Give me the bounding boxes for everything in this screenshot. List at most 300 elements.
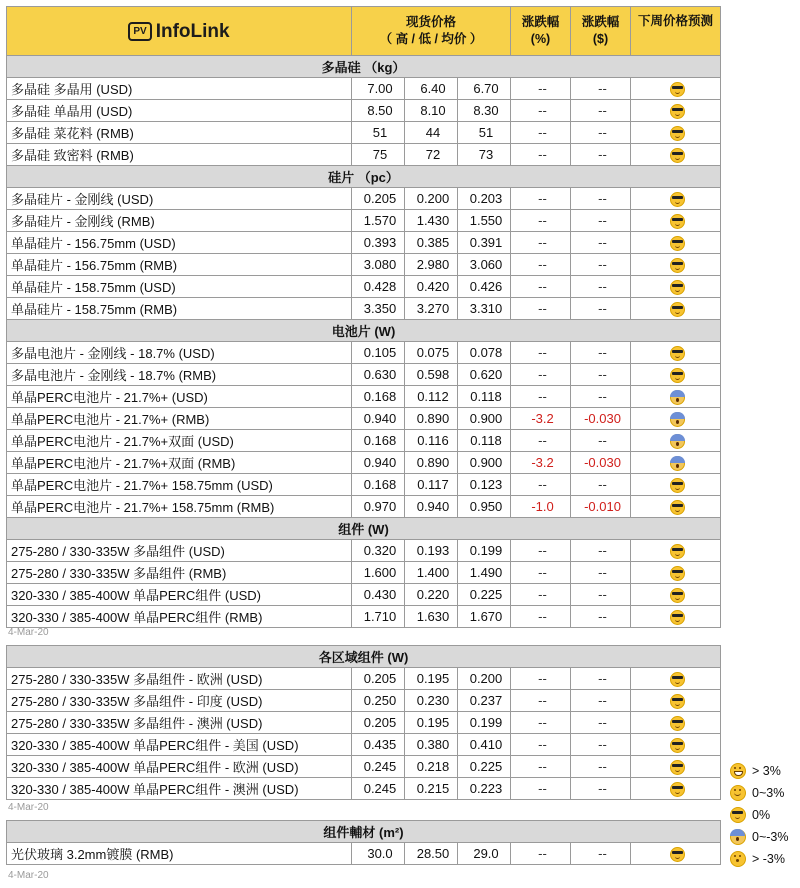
change-pct-header: [511, 7, 571, 56]
change-usd: --: [571, 690, 631, 712]
change-pct: --: [511, 364, 571, 386]
section-header-regional: [7, 646, 721, 668]
price-low: 0.112: [405, 386, 458, 408]
change-pct: -1.0: [511, 496, 571, 518]
forecast-cell: [631, 843, 721, 865]
price-low: 0.890: [405, 408, 458, 430]
wow-face-icon: [730, 851, 746, 867]
price-high: 0.205: [352, 188, 405, 210]
change-pct: --: [511, 276, 571, 298]
table-row: [7, 668, 721, 690]
change-usd: --: [571, 276, 631, 298]
forecast-cell: [631, 386, 721, 408]
forecast-cell: [631, 210, 721, 232]
product-name: 单晶硅片 - 156.75mm (RMB): [7, 254, 352, 276]
price-low: 0.598: [405, 364, 458, 386]
price-low: 0.380: [405, 734, 458, 756]
change-usd: --: [571, 474, 631, 496]
price-high: 0.168: [352, 474, 405, 496]
price-low: 1.630: [405, 606, 458, 628]
change-pct: --: [511, 188, 571, 210]
price-high: 51: [352, 122, 405, 144]
forecast-cell: [631, 496, 721, 518]
price-high: 0.430: [352, 584, 405, 606]
product-name: 多晶电池片 - 金刚线 - 18.7% (USD): [7, 342, 352, 364]
cool-face-icon: [670, 760, 685, 775]
smile-face-icon: [730, 785, 746, 801]
spot-price-header: [352, 7, 511, 56]
forecast-cell: [631, 690, 721, 712]
change-pct: -3.2: [511, 452, 571, 474]
table-row: [7, 232, 721, 254]
price-avg: 0.620: [458, 364, 511, 386]
legend-item: [730, 826, 800, 848]
forecast-cell: [631, 188, 721, 210]
cool-face-icon: [670, 236, 685, 251]
legend-item: [730, 782, 800, 804]
product-name: 多晶硅 菜花料 (RMB): [7, 122, 352, 144]
date-label: 4-Mar-20: [8, 802, 49, 813]
price-high: 0.970: [352, 496, 405, 518]
forecast-cell: [631, 778, 721, 800]
change-pct: --: [511, 430, 571, 452]
change-usd: --: [571, 756, 631, 778]
price-high: 0.393: [352, 232, 405, 254]
cool-face-icon: [670, 126, 685, 141]
product-name: 单晶硅片 - 156.75mm (USD): [7, 232, 352, 254]
cool-face-icon: [670, 302, 685, 317]
table-row: [7, 408, 721, 430]
price-low: 0.195: [405, 712, 458, 734]
forecast-cell: [631, 342, 721, 364]
product-name: 单晶PERC电池片 - 21.7%+ 158.75mm (USD): [7, 474, 352, 496]
forecast-cell: [631, 298, 721, 320]
forecast-cell: [631, 584, 721, 606]
cool-face-icon: [670, 478, 685, 493]
price-high: 0.940: [352, 408, 405, 430]
change-usd: --: [571, 606, 631, 628]
price-avg: 51: [458, 122, 511, 144]
change-usd: --: [571, 584, 631, 606]
change-usd: --: [571, 298, 631, 320]
price-low: 0.075: [405, 342, 458, 364]
price-high: 0.250: [352, 690, 405, 712]
cool-face-icon: [670, 214, 685, 229]
price-high: 75: [352, 144, 405, 166]
change-pct: --: [511, 474, 571, 496]
product-name: 320-330 / 385-400W 单晶PERC组件 - 欧洲 (USD): [7, 756, 352, 778]
forecast-cell: [631, 408, 721, 430]
price-avg: 0.078: [458, 342, 511, 364]
price-low: 2.980: [405, 254, 458, 276]
change-pct-unit: (%): [530, 32, 551, 46]
table-row: [7, 734, 721, 756]
section-header-wafer: [7, 166, 721, 188]
scream-face-icon: [730, 829, 746, 845]
price-low: 44: [405, 122, 458, 144]
section-title: 组件 (W): [7, 518, 721, 540]
cool-face-icon: [730, 807, 746, 823]
legend-item: [730, 760, 800, 782]
price-avg: 0.225: [458, 756, 511, 778]
change-usd: -0.010: [571, 496, 631, 518]
legend-label: 0~3%: [752, 786, 785, 800]
product-name: 275-280 / 330-335W 多晶组件 (RMB): [7, 562, 352, 584]
price-avg: 1.670: [458, 606, 511, 628]
change-pct: --: [511, 232, 571, 254]
grin-face-icon: [730, 763, 746, 779]
price-high: 1.570: [352, 210, 405, 232]
price-high: 0.940: [352, 452, 405, 474]
cool-face-icon: [670, 346, 685, 361]
price-high: 0.428: [352, 276, 405, 298]
price-low: 1.400: [405, 562, 458, 584]
price-table-main: [6, 6, 721, 628]
change-pct: --: [511, 298, 571, 320]
change-usd: --: [571, 843, 631, 865]
change-usd: --: [571, 144, 631, 166]
product-name: 275-280 / 330-335W 多晶组件 - 印度 (USD): [7, 690, 352, 712]
cool-face-icon: [670, 672, 685, 687]
price-high: 0.168: [352, 386, 405, 408]
price-high: 30.0: [352, 843, 405, 865]
table-header: [7, 7, 721, 56]
product-name: 多晶硅 单晶用 (USD): [7, 100, 352, 122]
price-avg: 0.199: [458, 712, 511, 734]
cool-face-icon: [670, 192, 685, 207]
forecast-cell: [631, 276, 721, 298]
change-pct: --: [511, 540, 571, 562]
cool-face-icon: [670, 82, 685, 97]
logo-pv-mark: PV: [128, 22, 151, 41]
change-usd: --: [571, 668, 631, 690]
change-usd: --: [571, 734, 631, 756]
cool-face-icon: [670, 610, 685, 625]
product-name: 多晶硅 致密料 (RMB): [7, 144, 352, 166]
price-high: 0.105: [352, 342, 405, 364]
price-avg: 8.30: [458, 100, 511, 122]
legend-label: > 3%: [752, 764, 781, 778]
date-label: 4-Mar-20: [8, 627, 49, 638]
cool-face-icon: [670, 588, 685, 603]
date-label: 4-Mar-20: [8, 870, 49, 881]
price-high: 8.50: [352, 100, 405, 122]
product-name: 多晶硅片 - 金刚线 (RMB): [7, 210, 352, 232]
price-low: 0.230: [405, 690, 458, 712]
price-low: 28.50: [405, 843, 458, 865]
forecast-cell: [631, 606, 721, 628]
price-low: 0.117: [405, 474, 458, 496]
table-row: [7, 778, 721, 800]
product-name: 多晶硅 多晶用 (USD): [7, 78, 352, 100]
cool-face-icon: [670, 500, 685, 515]
cool-face-icon: [670, 782, 685, 797]
change-usd: --: [571, 78, 631, 100]
forecast-cell: [631, 100, 721, 122]
spot-price-sub-label: （ 高 / 低 / 均价 ）: [379, 32, 483, 46]
table-row: [7, 562, 721, 584]
price-avg: 29.0: [458, 843, 511, 865]
forecast-cell: [631, 452, 721, 474]
forecast-cell: [631, 122, 721, 144]
price-low: 0.220: [405, 584, 458, 606]
product-name: 单晶PERC电池片 - 21.7%+双面 (RMB): [7, 452, 352, 474]
price-low: 72: [405, 144, 458, 166]
change-pct: --: [511, 690, 571, 712]
product-name: 光伏玻璃 3.2mm镀膜 (RMB): [7, 843, 352, 865]
cool-face-icon: [670, 368, 685, 383]
forecast-cell: [631, 540, 721, 562]
section-title: 多晶硅 （kg）: [7, 56, 721, 78]
section-title: 各区域组件 (W): [7, 646, 721, 668]
change-usd: --: [571, 712, 631, 734]
change-usd-unit: ($): [592, 32, 609, 46]
change-pct: --: [511, 342, 571, 364]
price-avg: 0.200: [458, 668, 511, 690]
price-high: 0.205: [352, 712, 405, 734]
table-row: [7, 342, 721, 364]
product-name: 275-280 / 330-335W 多晶组件 - 欧洲 (USD): [7, 668, 352, 690]
price-avg: 0.237: [458, 690, 511, 712]
change-usd: -0.030: [571, 408, 631, 430]
section-header-module: [7, 518, 721, 540]
price-high: 1.710: [352, 606, 405, 628]
change-pct: --: [511, 100, 571, 122]
table-row: [7, 452, 721, 474]
table-row: [7, 78, 721, 100]
forecast-cell: [631, 756, 721, 778]
change-usd: --: [571, 232, 631, 254]
change-usd: --: [571, 100, 631, 122]
price-low: 0.215: [405, 778, 458, 800]
legend-label: 0%: [752, 808, 771, 822]
change-pct: --: [511, 254, 571, 276]
table-row: [7, 210, 721, 232]
change-usd: --: [571, 364, 631, 386]
change-pct: --: [511, 562, 571, 584]
forecast-cell: [631, 474, 721, 496]
price-avg: 3.060: [458, 254, 511, 276]
price-avg: 0.900: [458, 452, 511, 474]
section-title: 组件輔材 (m²): [7, 821, 721, 843]
spot-price-label: 现货价格: [406, 15, 457, 29]
table-row: [7, 606, 721, 628]
price-low: 8.10: [405, 100, 458, 122]
table-row: [7, 690, 721, 712]
price-avg: 0.225: [458, 584, 511, 606]
change-pct: --: [511, 606, 571, 628]
price-avg: 0.391: [458, 232, 511, 254]
cool-face-icon: [670, 544, 685, 559]
product-name: 320-330 / 385-400W 单晶PERC组件 (USD): [7, 584, 352, 606]
change-usd: --: [571, 210, 631, 232]
forecast-cell: [631, 562, 721, 584]
forecast-cell: [631, 712, 721, 734]
price-high: 3.350: [352, 298, 405, 320]
product-name: 320-330 / 385-400W 单晶PERC组件 - 澳洲 (USD): [7, 778, 352, 800]
section-header-auxiliary: [7, 821, 721, 843]
price-avg: 0.950: [458, 496, 511, 518]
table-row: [7, 474, 721, 496]
forecast-cell: [631, 254, 721, 276]
table-row: [7, 712, 721, 734]
forecast-cell: [631, 364, 721, 386]
price-table-auxiliary: [6, 820, 721, 865]
price-avg: 0.199: [458, 540, 511, 562]
cool-face-icon: [670, 716, 685, 731]
change-pct: --: [511, 210, 571, 232]
price-low: 0.420: [405, 276, 458, 298]
product-name: 单晶硅片 - 158.75mm (USD): [7, 276, 352, 298]
table-row: [7, 386, 721, 408]
price-high: 3.080: [352, 254, 405, 276]
table-row: [7, 430, 721, 452]
scream-face-icon: [670, 434, 685, 449]
table-row: [7, 540, 721, 562]
legend-label: 0~-3%: [752, 830, 789, 844]
product-name: 单晶PERC电池片 - 21.7%+ (RMB): [7, 408, 352, 430]
price-avg: 1.550: [458, 210, 511, 232]
table-row: [7, 843, 721, 865]
price-high: 0.168: [352, 430, 405, 452]
change-usd: --: [571, 342, 631, 364]
change-usd-label: 涨跌幅: [581, 15, 620, 29]
product-name: 320-330 / 385-400W 单晶PERC组件 (RMB): [7, 606, 352, 628]
forecast-cell: [631, 78, 721, 100]
change-usd: --: [571, 386, 631, 408]
change-pct: --: [511, 734, 571, 756]
price-low: 1.430: [405, 210, 458, 232]
table-row: [7, 298, 721, 320]
forecast-cell: [631, 232, 721, 254]
change-pct: --: [511, 756, 571, 778]
legend-item: [730, 848, 800, 870]
price-low: 6.40: [405, 78, 458, 100]
price-avg: 0.203: [458, 188, 511, 210]
product-name: 320-330 / 385-400W 单晶PERC组件 - 美国 (USD): [7, 734, 352, 756]
product-name: 多晶硅片 - 金刚线 (USD): [7, 188, 352, 210]
forecast-cell: [631, 668, 721, 690]
section-title: 电池片 (W): [7, 320, 721, 342]
change-usd: --: [571, 778, 631, 800]
cool-face-icon: [670, 148, 685, 163]
legend-item: [730, 804, 800, 826]
price-avg: 0.410: [458, 734, 511, 756]
price-high: 0.205: [352, 668, 405, 690]
logo-text: InfoLink: [155, 20, 230, 42]
price-avg: 0.426: [458, 276, 511, 298]
price-avg: 6.70: [458, 78, 511, 100]
cool-face-icon: [670, 694, 685, 709]
price-avg: 0.223: [458, 778, 511, 800]
change-pct: -3.2: [511, 408, 571, 430]
cool-face-icon: [670, 566, 685, 581]
legend-label: > -3%: [752, 852, 786, 866]
forecast-cell: [631, 734, 721, 756]
change-pct: --: [511, 122, 571, 144]
price-high: 0.245: [352, 756, 405, 778]
change-usd: --: [571, 254, 631, 276]
change-pct: --: [511, 386, 571, 408]
table-row: [7, 254, 721, 276]
price-avg: 0.900: [458, 408, 511, 430]
cool-face-icon: [670, 847, 685, 862]
change-usd: --: [571, 430, 631, 452]
price-high: 0.320: [352, 540, 405, 562]
forecast-header: 下周价格预测: [631, 7, 721, 56]
change-usd: --: [571, 188, 631, 210]
change-pct: --: [511, 712, 571, 734]
table-row: [7, 188, 721, 210]
price-high: 7.00: [352, 78, 405, 100]
price-low: 0.116: [405, 430, 458, 452]
change-pct: --: [511, 843, 571, 865]
change-usd: -0.030: [571, 452, 631, 474]
change-usd: --: [571, 540, 631, 562]
product-name: 单晶PERC电池片 - 21.7%+ 158.75mm (RMB): [7, 496, 352, 518]
change-pct: --: [511, 78, 571, 100]
cool-face-icon: [670, 258, 685, 273]
cool-face-icon: [670, 104, 685, 119]
price-high: 0.245: [352, 778, 405, 800]
scream-face-icon: [670, 456, 685, 471]
price-avg: 0.118: [458, 430, 511, 452]
change-pct: --: [511, 144, 571, 166]
change-usd: --: [571, 122, 631, 144]
change-pct: --: [511, 778, 571, 800]
table-row: [7, 100, 721, 122]
cool-face-icon: [670, 738, 685, 753]
section-header-cell: [7, 320, 721, 342]
price-low: 3.270: [405, 298, 458, 320]
cool-face-icon: [670, 280, 685, 295]
price-low: 0.218: [405, 756, 458, 778]
product-name: 多晶电池片 - 金刚线 - 18.7% (RMB): [7, 364, 352, 386]
product-name: 单晶PERC电池片 - 21.7%+双面 (USD): [7, 430, 352, 452]
price-avg: 73: [458, 144, 511, 166]
table-row: [7, 496, 721, 518]
price-low: 0.200: [405, 188, 458, 210]
section-title: 硅片 （pc）: [7, 166, 721, 188]
section-header-polysilicon: [7, 56, 721, 78]
price-low: 0.195: [405, 668, 458, 690]
table-row: [7, 144, 721, 166]
price-avg: 1.490: [458, 562, 511, 584]
table-row: [7, 276, 721, 298]
price-table-regional: [6, 645, 721, 800]
forecast-cell: [631, 430, 721, 452]
price-avg: 3.310: [458, 298, 511, 320]
product-name: 275-280 / 330-335W 多晶组件 (USD): [7, 540, 352, 562]
product-name: 单晶PERC电池片 - 21.7%+ (USD): [7, 386, 352, 408]
price-avg: 0.123: [458, 474, 511, 496]
change-pct-label: 涨跌幅: [521, 15, 560, 29]
table-row: [7, 364, 721, 386]
price-high: 0.630: [352, 364, 405, 386]
change-usd: --: [571, 562, 631, 584]
table-row: [7, 122, 721, 144]
trend-legend: [730, 760, 800, 870]
price-high: 1.600: [352, 562, 405, 584]
table-row: [7, 584, 721, 606]
table-row: [7, 756, 721, 778]
change-usd-header: [571, 7, 631, 56]
forecast-cell: [631, 144, 721, 166]
price-high: 0.435: [352, 734, 405, 756]
price-low: 0.193: [405, 540, 458, 562]
scream-face-icon: [670, 390, 685, 405]
price-low: 0.890: [405, 452, 458, 474]
